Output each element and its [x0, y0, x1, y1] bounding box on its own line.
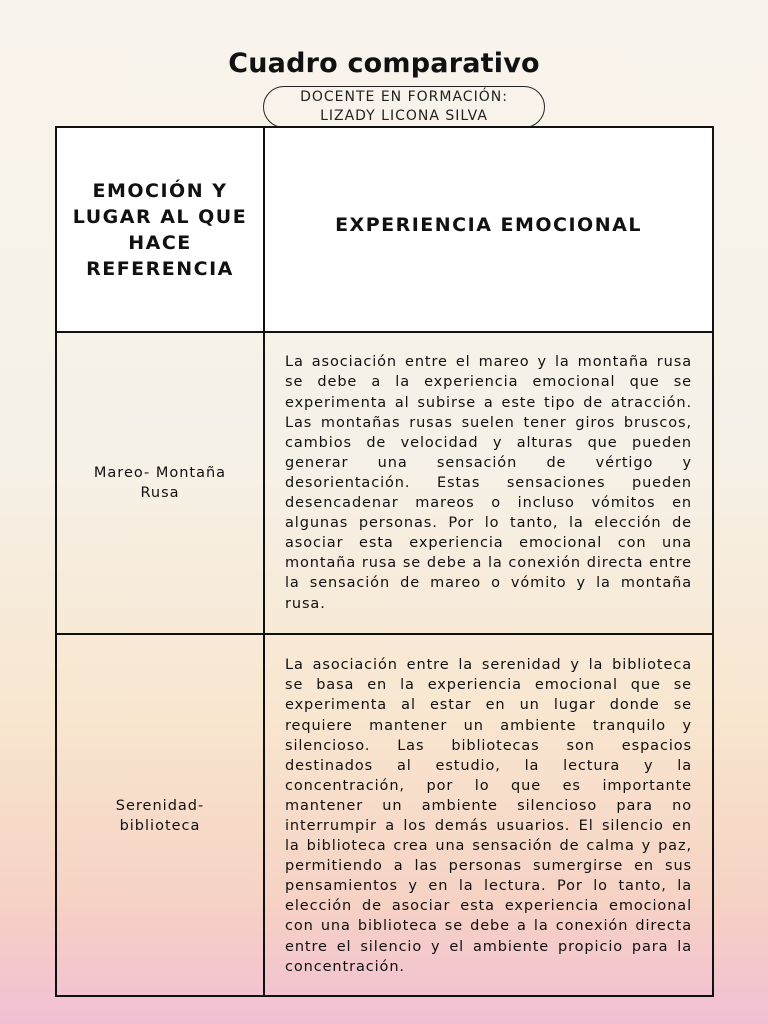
row-label-line: Mareo- Montaña — [93, 465, 227, 481]
author-role: DOCENTE EN FORMACIÓN: — [300, 89, 508, 105]
table-row — [57, 635, 712, 997]
row-label — [116, 796, 204, 836]
row-description: La asociación entre la serenidad y la biblioteca se basa en la experiencia emocional que se experimenta al estar en un lugar donde se requiere mantener un ambiente tranquilo y silencioso. Las bibliotecas son espacios destinados al estudio, la lectura y la concentración, por lo que es importante mantener un ambiente silencioso para no interrumpir a los demás usuarios. El silencio en la biblioteca crea una sensación de calma y paz, permitiendo a las personas sumergirse en sus pensamientos y en la lectura. Por lo tanto, la elección de asociar esta experiencia emocional con una biblioteca se debe a la conexión directa entre el silencio y el ambiente propicio para la concentración. — [285, 657, 692, 975]
row-label — [94, 463, 226, 503]
row-label-line: Serenidad- — [115, 798, 205, 814]
row-description: La asociación entre el mareo y la montaña rusa se debe a la experiencia emocional que se experimenta al subirse a este tipo de atracción. Las montañas rusas suelen tener giros bruscos, cambios de velocidad y alturas que pueden generar una sensación de vértigo y desorientación. Estas sensaciones pueden desencadenar mareos o incluso vómitos en algunas personas. Por lo tanto, la elección de asociar esta experiencia emocional con una montaña rusa se debe a la conexión directa entre la sensación de mareo o vómito y la montaña rusa. — [285, 354, 692, 612]
row-label-cell — [57, 635, 265, 997]
header-cell-experience — [265, 128, 712, 331]
table-row — [57, 333, 712, 635]
row-label-line: biblioteca — [119, 818, 201, 834]
page-title: Cuadro comparativo — [228, 48, 540, 79]
row-label-line: Rusa — [140, 485, 180, 501]
header-emotion-place-label: EMOCIÓN Y LUGAR AL QUE HACE REFERENCIA — [72, 179, 248, 280]
table-header-row — [57, 128, 712, 333]
row-label-cell — [57, 333, 265, 633]
row-text-cell — [265, 635, 712, 997]
header-cell-emotion-place — [57, 128, 265, 331]
row-text-cell — [265, 333, 712, 633]
comparison-table — [55, 126, 714, 997]
author-name: LIZADY LICONA SILVA — [320, 108, 488, 124]
author-badge — [263, 86, 545, 128]
header-experience-label: EXPERIENCIA EMOCIONAL — [335, 213, 642, 236]
